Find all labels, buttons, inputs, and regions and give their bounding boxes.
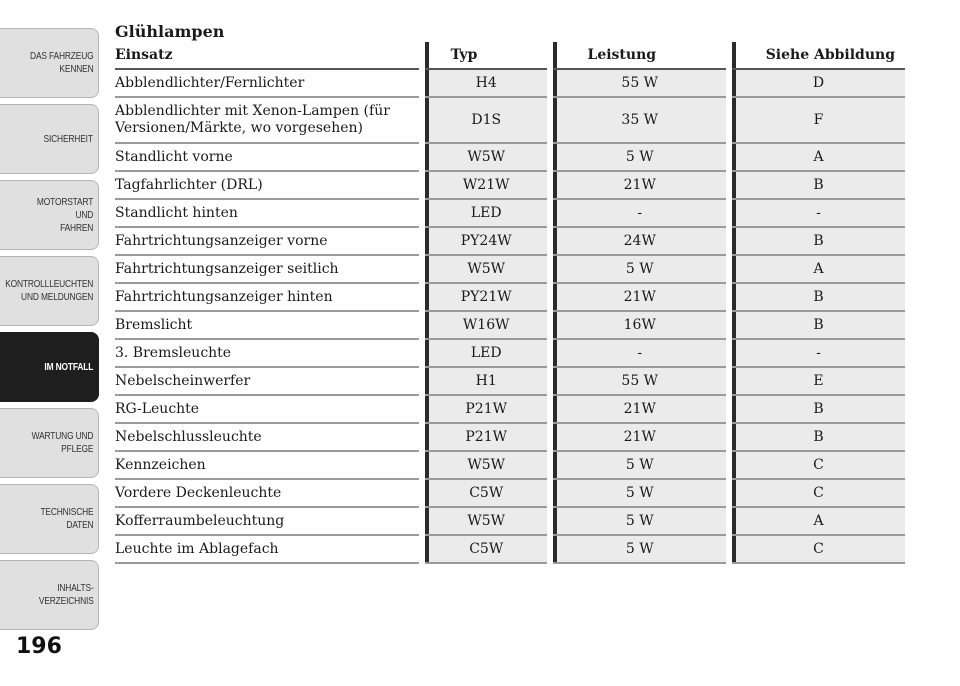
table-row: [115, 255, 905, 283]
cell-leistung: 21W: [550, 171, 729, 199]
cell-leistung: 21W: [550, 395, 729, 423]
cell-abbildung: -: [729, 199, 905, 227]
table-row: [115, 367, 905, 395]
cell-einsatz: Kennzeichen: [115, 451, 422, 479]
cell-leistung: 5 W: [550, 255, 729, 283]
cell-abbildung: F: [729, 97, 905, 143]
cell-typ: W5W: [422, 143, 550, 171]
cell-abbildung: A: [729, 143, 905, 171]
header-leistung: Leistung: [550, 42, 729, 69]
cell-einsatz: 3. Bremsleuchte: [115, 339, 422, 367]
header-einsatz: Einsatz: [115, 42, 422, 69]
cell-einsatz: Standlicht vorne: [115, 143, 422, 171]
cell-leistung: 5 W: [550, 451, 729, 479]
table-row: [115, 311, 905, 339]
tab-im-notfall[interactable]: [0, 332, 99, 402]
cell-einsatz: Bremslicht: [115, 311, 422, 339]
cell-leistung: 5 W: [550, 507, 729, 535]
tab-motorstart-und-fahren[interactable]: [0, 180, 99, 250]
cell-typ: W16W: [422, 311, 550, 339]
tab-technische-daten[interactable]: [0, 484, 99, 554]
cell-abbildung: C: [729, 451, 905, 479]
cell-abbildung: B: [729, 395, 905, 423]
cell-typ: H4: [422, 69, 550, 97]
cell-einsatz: Standlicht hinten: [115, 199, 422, 227]
cell-leistung: 21W: [550, 283, 729, 311]
cell-einsatz: Fahrtrichtungsanzeiger vorne: [115, 227, 422, 255]
cell-typ: P21W: [422, 395, 550, 423]
cell-leistung: 16W: [550, 311, 729, 339]
table-row: [115, 143, 905, 171]
cell-typ: W5W: [422, 255, 550, 283]
cell-typ: D1S: [422, 97, 550, 143]
cell-abbildung: A: [729, 507, 905, 535]
cell-typ: LED: [422, 339, 550, 367]
tab-label: MOTORSTART UND FAHREN: [36, 195, 94, 234]
tab-label: WARTUNG UND PFLEGE: [31, 430, 94, 455]
cell-leistung: 5 W: [550, 535, 729, 563]
cell-typ: P21W: [422, 423, 550, 451]
cell-einsatz: Tagfahrlichter (DRL): [115, 171, 422, 199]
cell-abbildung: B: [729, 171, 905, 199]
cell-typ: W5W: [422, 451, 550, 479]
header-siehe-abbildung: Siehe Abbildung: [729, 42, 905, 69]
table-row: [115, 339, 905, 367]
bulb-table: [115, 42, 905, 564]
cell-einsatz: Fahrtrichtungsanzeiger hinten: [115, 283, 422, 311]
cell-abbildung: -: [729, 339, 905, 367]
table-row: [115, 451, 905, 479]
tab-label: KONTROLLLEUCHTEN UND MELDUNGEN: [5, 278, 94, 303]
cell-leistung: 55 W: [550, 69, 729, 97]
tab-label: DAS FAHRZEUG KENNEN: [29, 50, 94, 75]
cell-typ: LED: [422, 199, 550, 227]
cell-abbildung: A: [729, 255, 905, 283]
page-number: 196: [16, 634, 62, 659]
cell-abbildung: B: [729, 423, 905, 451]
table-row: [115, 199, 905, 227]
cell-einsatz: Leuchte im Ablagefach: [115, 535, 422, 563]
table-row: [115, 171, 905, 199]
cell-leistung: 24W: [550, 227, 729, 255]
cell-einsatz: Abblendlichter mit Xenon-Lampen (für Versionen/Märkte, wo vorgesehen): [115, 97, 422, 143]
cell-typ: W5W: [422, 507, 550, 535]
cell-abbildung: D: [729, 69, 905, 97]
cell-abbildung: E: [729, 367, 905, 395]
cell-typ: C5W: [422, 479, 550, 507]
cell-leistung: 5 W: [550, 479, 729, 507]
tab-label: TECHNISCHE DATEN: [40, 506, 94, 531]
table-header-row: [115, 42, 905, 69]
table-row: [115, 283, 905, 311]
cell-abbildung: C: [729, 479, 905, 507]
table-row: [115, 479, 905, 507]
cell-leistung: 5 W: [550, 143, 729, 171]
table-row: [115, 395, 905, 423]
cell-typ: H1: [422, 367, 550, 395]
cell-abbildung: B: [729, 283, 905, 311]
table-row: [115, 227, 905, 255]
table-row: [115, 507, 905, 535]
cell-einsatz: Kofferraumbeleuchtung: [115, 507, 422, 535]
table-row: [115, 69, 905, 97]
tab-label: IM NOTFALL: [44, 360, 94, 373]
section-title: Glühlampen: [115, 22, 225, 41]
tab-inhaltsverzeichnis[interactable]: [0, 560, 99, 630]
tab-das-fahrzeug-kennen[interactable]: [0, 28, 99, 98]
cell-einsatz: RG-Leuchte: [115, 395, 422, 423]
cell-abbildung: B: [729, 227, 905, 255]
tab-sicherheit[interactable]: [0, 104, 99, 174]
cell-einsatz: Nebelschlussleuchte: [115, 423, 422, 451]
tab-kontrollleuchten-und-meldungen[interactable]: [0, 256, 99, 326]
cell-typ: W21W: [422, 171, 550, 199]
tab-label: SICHERHEIT: [43, 132, 94, 145]
cell-leistung: 35 W: [550, 97, 729, 143]
cell-leistung: -: [550, 339, 729, 367]
cell-einsatz: Abblendlichter/Fernlichter: [115, 69, 422, 97]
header-typ: Typ: [422, 42, 550, 69]
cell-abbildung: C: [729, 535, 905, 563]
table-row: [115, 97, 905, 143]
cell-typ: PY21W: [422, 283, 550, 311]
table-row: [115, 423, 905, 451]
cell-leistung: -: [550, 199, 729, 227]
cell-leistung: 21W: [550, 423, 729, 451]
cell-typ: C5W: [422, 535, 550, 563]
cell-leistung: 55 W: [550, 367, 729, 395]
cell-einsatz: Fahrtrichtungsanzeiger seitlich: [115, 255, 422, 283]
cell-typ: PY24W: [422, 227, 550, 255]
tab-wartung-und-pflege[interactable]: [0, 408, 99, 478]
cell-einsatz: Vordere Deckenleuchte: [115, 479, 422, 507]
table-row: [115, 535, 905, 563]
cell-einsatz: Nebelscheinwerfer: [115, 367, 422, 395]
cell-abbildung: B: [729, 311, 905, 339]
tab-label: INHALTS- VERZEICHNIS: [38, 582, 94, 607]
